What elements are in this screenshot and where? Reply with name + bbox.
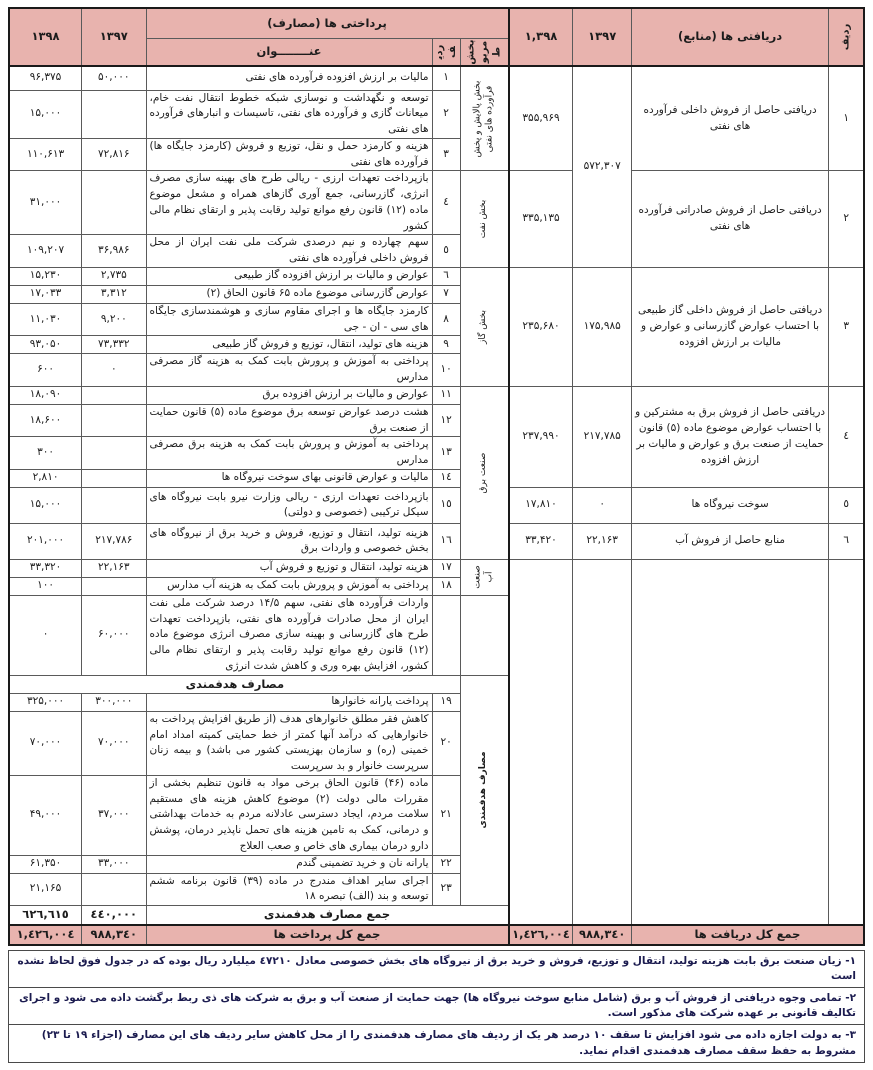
section-label: صنعت برق xyxy=(478,452,489,494)
payment-1397-value xyxy=(82,437,146,470)
section-label-cell xyxy=(460,675,508,906)
payment-row-number: ١٠ xyxy=(432,354,460,387)
section-label-cell xyxy=(460,66,508,171)
payment-row-number-empty xyxy=(432,595,460,675)
payment-title-cell: عوارض و مالیات بر ارزش افزوده گاز طبیعی xyxy=(146,267,432,285)
payment-1398-value: ۱۸,۰۹۰ xyxy=(9,386,82,404)
payment-title-cell: بازپرداخت تعهدات ارزی - ریالی طرح های بهینه سازی مصرف انرژی، گازرسانی، جمع آوری گازهای همراه و مشعل موضوع ماده (۱۲) قانون رفع موانع تولید رقابت پذیر و ارتقای نظام مالی کشور xyxy=(146,171,432,235)
section-label-cell xyxy=(460,171,508,268)
payment-row-number: ٢٣ xyxy=(432,873,460,906)
payment-title-cell: پرداختی به آموزش و پرورش بابت کمک به هزینه آب مدارس xyxy=(146,577,432,595)
receipts-radif-header-label: ردیف xyxy=(840,23,852,51)
payment-1397-value: ۵۰,۰۰۰ xyxy=(82,66,146,90)
payment-row-number: ١ xyxy=(432,66,460,90)
receipts-total-1397: ٩٨٨,٣٤٠ xyxy=(573,925,631,945)
receipts-empty-cell xyxy=(631,559,828,924)
section-empty-cell xyxy=(460,595,508,675)
section-label: بخش پالایش و پخش فرآورده های نفتی xyxy=(472,80,495,158)
receipt-row-number: ٤ xyxy=(829,386,864,487)
payment-1397-value xyxy=(82,577,146,595)
payment-1398-value: ۰ xyxy=(9,595,82,675)
payments-total-1397: ٩٨٨,٣٤٠ xyxy=(82,925,146,945)
payment-row-number: ٣ xyxy=(432,138,460,171)
section-label-cell xyxy=(460,267,508,386)
receipt-1398-value: ۲۳۵,۶۸۰ xyxy=(509,267,573,386)
payments-year-1398-header: ۱۳۹۸ xyxy=(9,8,82,66)
payment-row-number: ١٧ xyxy=(432,559,460,577)
payment-1397-value xyxy=(82,171,146,235)
payment-title-cell: هشت درصد عوارض توسعه برق موضوع ماده (۵) قانون حمایت از صنعت برق xyxy=(146,404,432,437)
section-label: صنعت آب xyxy=(472,565,495,590)
payment-title-cell: مالیات بر ارزش افزوده فرآورده های نفتی xyxy=(146,66,432,90)
receipt-1398-value: ۳۵۵,۹۶۹ xyxy=(509,66,573,171)
payment-row-number: ١٤ xyxy=(432,469,460,487)
payments-bakhsh-header xyxy=(460,38,508,66)
payment-title-cell: توسعه و نگهداشت و نوسازی شبکه خطوط انتقال نفت خام، میعانات گازی و فرآورده های نفتی، تاسیسات و انبارهای فرآورده های نفتی xyxy=(146,90,432,138)
payment-1397-value: ۲,۷۳۵ xyxy=(82,267,146,285)
receipts-empty-cell xyxy=(509,559,573,924)
receipts-empty-cell xyxy=(829,559,864,924)
payment-title-cell: هزینه های تولید، انتقال، توزیع و فروش گاز طبیعی xyxy=(146,336,432,354)
subsidy-subtotal-label: جمع مصارف هدفمندی xyxy=(146,906,509,925)
budget-table xyxy=(8,7,865,946)
payment-row-number: ٢٠ xyxy=(432,711,460,775)
receipt-title-cell: سوخت نیروگاه ها xyxy=(631,487,828,523)
payment-1398-value: ۱۸,۶۰۰ xyxy=(9,404,82,437)
payment-title-cell: اجرای سایر اهداف مندرج در ماده (۳۹) قانون برنامه ششم توسعه و بند (الف) تبصره ۱۸ xyxy=(146,873,432,906)
receipts-year-1398-header: ۱,۳۹۸ xyxy=(509,8,573,66)
payment-row-number: ٨ xyxy=(432,303,460,336)
payment-title-cell: سهم چهارده و نیم درصدی شرکت ملی نفت ایران از محل فروش داخلی فرآورده های نفتی xyxy=(146,235,432,268)
payment-row-number: ٥ xyxy=(432,235,460,268)
payment-title-cell: کارمزد جایگاه ها و اجرای مقاوم سازی و هوشمندسازی جایگاه های سی - ان - جی xyxy=(146,303,432,336)
payments-title-column-header: عنــــــــوان xyxy=(146,38,432,66)
payment-row-number: ١٥ xyxy=(432,487,460,523)
payment-row-number: ٧ xyxy=(432,285,460,303)
receipts-empty-cell xyxy=(573,559,631,924)
payment-1398-value: ۹۶,۳۷۵ xyxy=(9,66,82,90)
payment-1398-value: ۱۷,۰۳۳ xyxy=(9,285,82,303)
payments-title-header: پرداختی ها (مصارف) xyxy=(146,8,509,38)
payment-1397-value xyxy=(82,873,146,906)
payment-1398-value: ۷۰,۰۰۰ xyxy=(9,711,82,775)
payment-1398-value: ۶۱,۳۵۰ xyxy=(9,855,82,873)
receipts-radif-header xyxy=(829,8,864,66)
payment-title-cell: هزینه تولید، انتقال و توزیع و فروش آب xyxy=(146,559,432,577)
receipt-row-number: ١ xyxy=(829,66,864,171)
footnotes xyxy=(8,950,865,1063)
section-label: بخش گاز xyxy=(478,309,489,344)
section-label-cell xyxy=(460,386,508,559)
section-label: مصارف هدفمندی xyxy=(478,751,489,829)
payment-title-cell: واردات فرآورده های نفتی، سهم ۱۴/۵ درصد شرکت ملی نفت ایران از محل صادرات فرآورده های نفتی، بازپرداخت تعهدات طرح های گازرسانی و بهینه سازی مصرف انرژی موضوع ماده (۱۲) قانون رفع موانع تولید رقابت پذیر و ارتقای نظام مالی کشور، افزایش بهره وری و کاهش شدت انرژی xyxy=(146,595,432,675)
payment-1397-value: ۳۷,۰۰۰ xyxy=(82,775,146,855)
payment-1398-value: ۳۱,۰۰۰ xyxy=(9,171,82,235)
receipt-1398-value: ۱۷,۸۱۰ xyxy=(509,487,573,523)
payment-title-cell: عوارض گازرسانی موضوع ماده ۶۵ قانون الحاق (۲) xyxy=(146,285,432,303)
payment-1398-value: ۲۰۱,۰۰۰ xyxy=(9,523,82,559)
payment-1398-value: ۱۵,۰۰۰ xyxy=(9,90,82,138)
payment-row-number: ٢ xyxy=(432,90,460,138)
payment-1398-value: ۱۰۹,۲۰۷ xyxy=(9,235,82,268)
payment-title-cell: هزینه تولید، انتقال و توزیع، فروش و خرید برق از نیروگاه های بخش خصوصی و واردات برق xyxy=(146,523,432,559)
payment-row-number: ٩ xyxy=(432,336,460,354)
payment-row-number: ١٨ xyxy=(432,577,460,595)
payment-1397-value xyxy=(82,487,146,523)
receipt-title-cell: دریافتی حاصل از فروش صادراتی فرآورده های نفتی xyxy=(631,171,828,268)
footnote-3: ۳- به دولت اجازه داده می شود افزایش تا سقف ۱۰ درصد هر یک از ردیف های مصارف هدفمندی را از محل کاهش سایر ردیف های این مصارف (اجزاء ۱۹ تا ۲۳) مشروط به حفظ سقف مصارف هدفمندی اقدام نماید. xyxy=(8,1024,865,1062)
payment-1397-value xyxy=(82,90,146,138)
payment-1398-value: ۳۰۰ xyxy=(9,437,82,470)
payment-title-cell: پرداخت یارانه خانوارها xyxy=(146,693,432,711)
payment-1397-value: ۷۲,۸۱۶ xyxy=(82,138,146,171)
footnote-1: ۱- زیان صنعت برق بابت هزینه تولید، انتقال و توزیع، فروش و خرید برق از نیروگاه های بخش خصوصی معادل ٤٧٢١٠ میلیارد ریال بوده که در جدول فوق لحاظ نشده است xyxy=(8,950,865,988)
payment-row-number: ١٦ xyxy=(432,523,460,559)
receipt-1398-value: ۳۳,۴۲۰ xyxy=(509,523,573,559)
payment-1397-value: ۳,۳۱۲ xyxy=(82,285,146,303)
payment-1398-value: ۲۱,۱۶۵ xyxy=(9,873,82,906)
payments-year-1397-header: ۱۳۹۷ xyxy=(82,8,146,66)
subsidy-subtotal-1397: ٤٤٠,٠٠٠ xyxy=(82,906,146,925)
payment-1397-value: ۹,۲۰۰ xyxy=(82,303,146,336)
receipts-title-header: دریافتی ها (منابع) xyxy=(631,8,828,66)
payment-1397-value xyxy=(82,469,146,487)
payments-total-1398: ١,٤٢٦,٠٠٤ xyxy=(9,925,82,945)
payment-1397-value xyxy=(82,386,146,404)
receipts-year-1397-header: ۱۳۹۷ xyxy=(573,8,631,66)
receipts-total-label: جمع کل دریافت ها xyxy=(631,925,864,945)
payment-1397-value: ۳۳,۰۰۰ xyxy=(82,855,146,873)
receipt-1398-value: ۳۳۵,۱۳۵ xyxy=(509,171,573,268)
receipt-1397-value: ۰ xyxy=(573,487,631,523)
footnote-2: ۲- تمامی وجوه دریافتی از فروش آب و برق (شامل منابع سوخت نیروگاه ها) جهت حمایت از صنعت آب و برق به شرکت های ذی ربط برگشت داده می شود و اجرای تکالیف قانونی بر عهده شرکت های مذکور است. xyxy=(8,987,865,1025)
payment-1397-value: ۷۰,۰۰۰ xyxy=(82,711,146,775)
payment-title-cell: عوارض و مالیات بر ارزش افزوده برق xyxy=(146,386,432,404)
payment-1397-value xyxy=(82,404,146,437)
receipt-title-cell: دریافتی حاصل از فروش برق به مشترکین و با احتساب عوارض موضوع ماده (۵) قانون حمایت از صنعت برق و عوارض و مالیات بر ارزش افزوده xyxy=(631,386,828,487)
receipts-total-1398: ١,٤٢٦,٠٠٤ xyxy=(509,925,573,945)
payment-row-number: ٢٢ xyxy=(432,855,460,873)
payment-1397-value: ۷۳,۳۳۲ xyxy=(82,336,146,354)
receipt-1397-value: ۲۲,۱۶۳ xyxy=(573,523,631,559)
payment-title-cell: هزینه و کارمزد حمل و نقل، توزیع و فروش (کارمزد جایگاه ها) فرآورده های نفتی xyxy=(146,138,432,171)
payment-1398-value: ۳۲۵,۰۰۰ xyxy=(9,693,82,711)
payment-1398-value: ۹۳,۰۵۰ xyxy=(9,336,82,354)
payment-1398-value: ۳۳,۳۲۰ xyxy=(9,559,82,577)
payment-row-number: ١٩ xyxy=(432,693,460,711)
payment-1397-value: ۲۱۷,۷۸۶ xyxy=(82,523,146,559)
receipt-row-number: ٦ xyxy=(829,523,864,559)
receipt-title-cell: منابع حاصل از فروش آب xyxy=(631,523,828,559)
receipt-row-number: ٢ xyxy=(829,171,864,268)
payment-row-number: ٦ xyxy=(432,267,460,285)
subsidy-subtotal-1398: ٦٢٦,٦١٥ xyxy=(9,906,82,925)
subsidy-section-header: مصارف هدفمندی xyxy=(9,675,460,693)
payment-1397-value: ۳۶,۹۸۶ xyxy=(82,235,146,268)
payment-1398-value: ۱۵,۰۰۰ xyxy=(9,487,82,523)
payment-title-cell: پرداختی به آموزش و پرورش بابت کمک به هزینه گاز مصرفی مدارس xyxy=(146,354,432,387)
payment-1398-value: ۱۵,۲۳۰ xyxy=(9,267,82,285)
receipt-merged-1397-value: ۵۷۲,۳۰۷ xyxy=(573,66,631,267)
payments-bakhsh-header-label: بخش مربوط xyxy=(465,39,503,65)
receipt-row-number: ٣ xyxy=(829,267,864,386)
payments-radif-header xyxy=(432,38,460,66)
receipt-1398-value: ۲۳۷,۹۹۰ xyxy=(509,386,573,487)
payment-title-cell: کاهش فقر مطلق خانوارهای هدف (از طریق افزایش پرداخت به خانوارهایی که درآمد آنها کمتر از خط حمایتی کمیته امداد امام خمینی (ره) و سازمان بهزیستی کشور می باشد) و بیمه زنان سرپرست خانوار و بد سرپرست xyxy=(146,711,432,775)
payment-row-number: ٤ xyxy=(432,171,460,235)
receipt-1397-value: ۲۱۷,۷۸۵ xyxy=(573,386,631,487)
payment-row-number: ١٢ xyxy=(432,404,460,437)
receipt-row-number: ٥ xyxy=(829,487,864,523)
payment-1397-value: ۲۲,۱۶۳ xyxy=(82,559,146,577)
payment-title-cell: پرداختی به آموزش و پرورش بابت کمک به هزینه برق مصرفی مدارس xyxy=(146,437,432,470)
payment-1398-value: ۶۰۰ xyxy=(9,354,82,387)
payment-title-cell: ماده (۴۶) قانون الحاق برخی مواد به قانون تنظیم بخشی از مقررات مالی دولت (۲) موضوع کاهش هزینه های مستقیم سلامت مردم، ایجاد دسترسی عادلانه مردم به خدمات بهداشتی و درمانی، کمک به تامین هزینه های تحمل ناپذیر درمان، پوشش دارو درمان بیماری های خاص و صعب العلاج xyxy=(146,775,432,855)
receipt-title-cell: دریافتی حاصل از فروش داخلی فرآورده های نفتی xyxy=(631,66,828,171)
payment-title-cell: بازپرداخت تعهدات ارزی - ریالی وزارت نیرو بابت نیروگاه های سیکل ترکیبی (خصوصی و دولتی) xyxy=(146,487,432,523)
payment-1398-value: ۱۱۰,۶۱۳ xyxy=(9,138,82,171)
receipt-title-cell: دریافتی حاصل از فروش داخلی گاز طبیعی با احتساب عوارض گازرسانی و عوارض و مالیات بر ارزش افزوده xyxy=(631,267,828,386)
payment-1398-value: ۱۱,۰۳۰ xyxy=(9,303,82,336)
payments-radif-header-label: ردیف xyxy=(434,44,459,60)
payment-row-number: ١١ xyxy=(432,386,460,404)
section-label-cell xyxy=(460,559,508,595)
payment-row-number: ٢١ xyxy=(432,775,460,855)
payment-1397-value: ۰ xyxy=(82,354,146,387)
payment-row-number: ١٣ xyxy=(432,437,460,470)
payment-1397-value: ۳۰۰,۰۰۰ xyxy=(82,693,146,711)
payment-1398-value: ۱۰۰ xyxy=(9,577,82,595)
payment-title-cell: مالیات و عوارض قانونی بهای سوخت نیروگاه ها xyxy=(146,469,432,487)
payment-1398-value: ۴۹,۰۰۰ xyxy=(9,775,82,855)
payment-1397-value: ۶۰,۰۰۰ xyxy=(82,595,146,675)
section-label: بخش نفت xyxy=(478,199,489,239)
receipt-1397-value: ۱۷۵,۹۸۵ xyxy=(573,267,631,386)
payments-total-label: جمع کل پرداخت ها xyxy=(146,925,509,945)
payment-title-cell: یارانه نان و خرید تضمینی گندم xyxy=(146,855,432,873)
payment-1398-value: ۲,۸۱۰ xyxy=(9,469,82,487)
